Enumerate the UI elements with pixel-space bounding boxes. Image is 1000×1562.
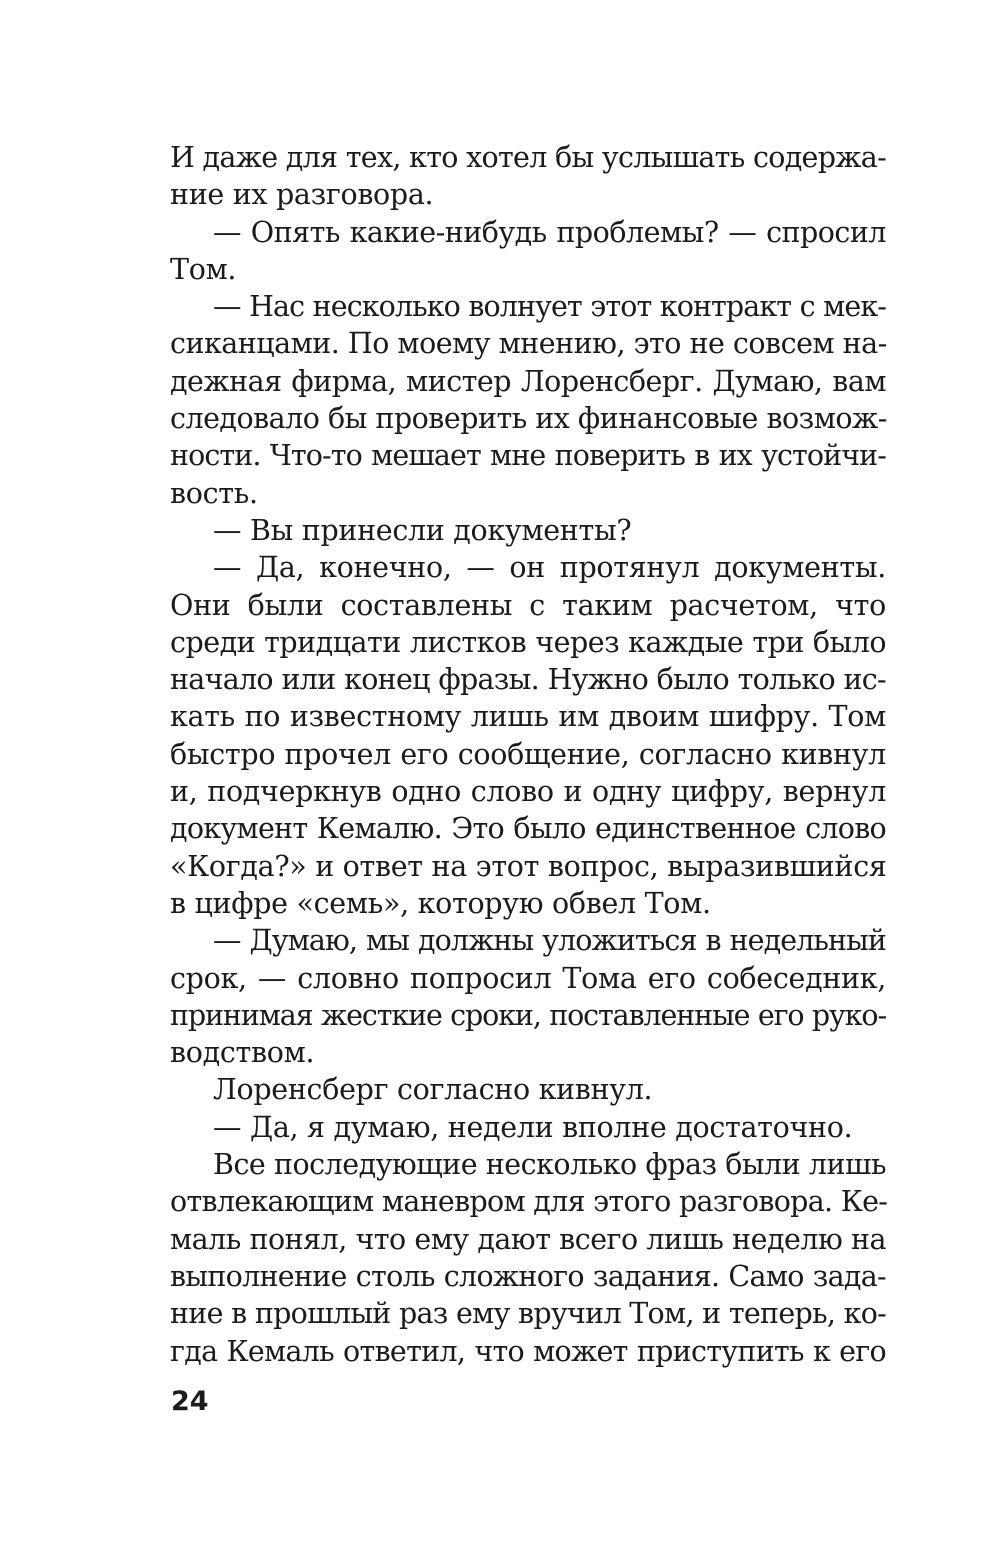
- text-line: ности. Что-то мешает мне поверить в их устойчи-: [170, 439, 886, 473]
- text-line: Они были составлены с таким расчетом, что: [170, 588, 886, 622]
- text-line: сиканцами. По моему мнению, это не совсем на-: [170, 327, 887, 361]
- text-line: и, подчеркнув одно слово и одну цифру, вернул: [170, 775, 886, 809]
- book-page-text: [170, 139, 886, 1370]
- text-line: следовало бы проверить их финансовые возмож-: [170, 402, 887, 436]
- text-line: начало или конец фразы. Нужно было только ис-: [170, 663, 886, 697]
- text-line: вость.: [170, 476, 258, 510]
- text-line: ние их разговора.: [170, 178, 434, 212]
- text-line: Лоренсберг согласно кивнул.: [213, 1073, 653, 1107]
- text-line: — Опять какие-нибудь проблемы? — спросил: [213, 215, 886, 249]
- text-line: срок, — словно попросил Тома его собеседник,: [170, 961, 886, 995]
- text-line: И даже для тех, кто хотел бы услышать содержа-: [170, 141, 886, 174]
- text-line: среди тридцати листков через каждые три было: [170, 625, 886, 659]
- text-line: гда Кемаль ответил, что может приступить к его: [170, 1334, 886, 1368]
- text-line: быстро прочел его сообщение, согласно кивнул: [170, 737, 886, 771]
- text-line: — Да, конечно, — он протянул документы.: [213, 551, 886, 585]
- text-line: водством.: [170, 1036, 315, 1070]
- text-line: ние в прошлый раз ему вручил Том, и теперь, ко-: [170, 1297, 887, 1331]
- text-line: кать по известному лишь им двоим шифру. Том: [170, 700, 886, 734]
- text-line: «Когда?» и ответ на этот вопрос, выразившийся: [170, 849, 887, 883]
- text-line: Том.: [170, 252, 237, 286]
- text-line: в цифре «семь», которую обвел Том.: [170, 886, 711, 920]
- text-line: — Да, я думаю, недели вполне достаточно.: [213, 1110, 853, 1144]
- text-line: принимая жесткие сроки, поставленные его руко-: [170, 998, 886, 1032]
- text-line: Все последующие несколько фраз были лишь: [213, 1148, 886, 1182]
- text-line: выполнение столь сложного задания. Само зада-: [170, 1259, 886, 1293]
- text-line: — Думаю, мы должны уложиться в недельный: [213, 924, 886, 958]
- text-line: маль понял, что ему дают всего лишь неделю на: [170, 1222, 886, 1256]
- page-number: 24: [171, 1386, 209, 1417]
- text-line: документ Кемалю. Это было единственное слово: [170, 812, 886, 846]
- text-line: — Нас несколько волнует этот контракт с мек-: [213, 290, 886, 324]
- text-line: отвлекающим маневром для этого разговора. Ке-: [170, 1185, 888, 1219]
- text-line: дежная фирма, мистер Лоренсберг. Думаю, вам: [170, 364, 886, 398]
- text-line: — Вы принесли документы?: [213, 513, 632, 547]
